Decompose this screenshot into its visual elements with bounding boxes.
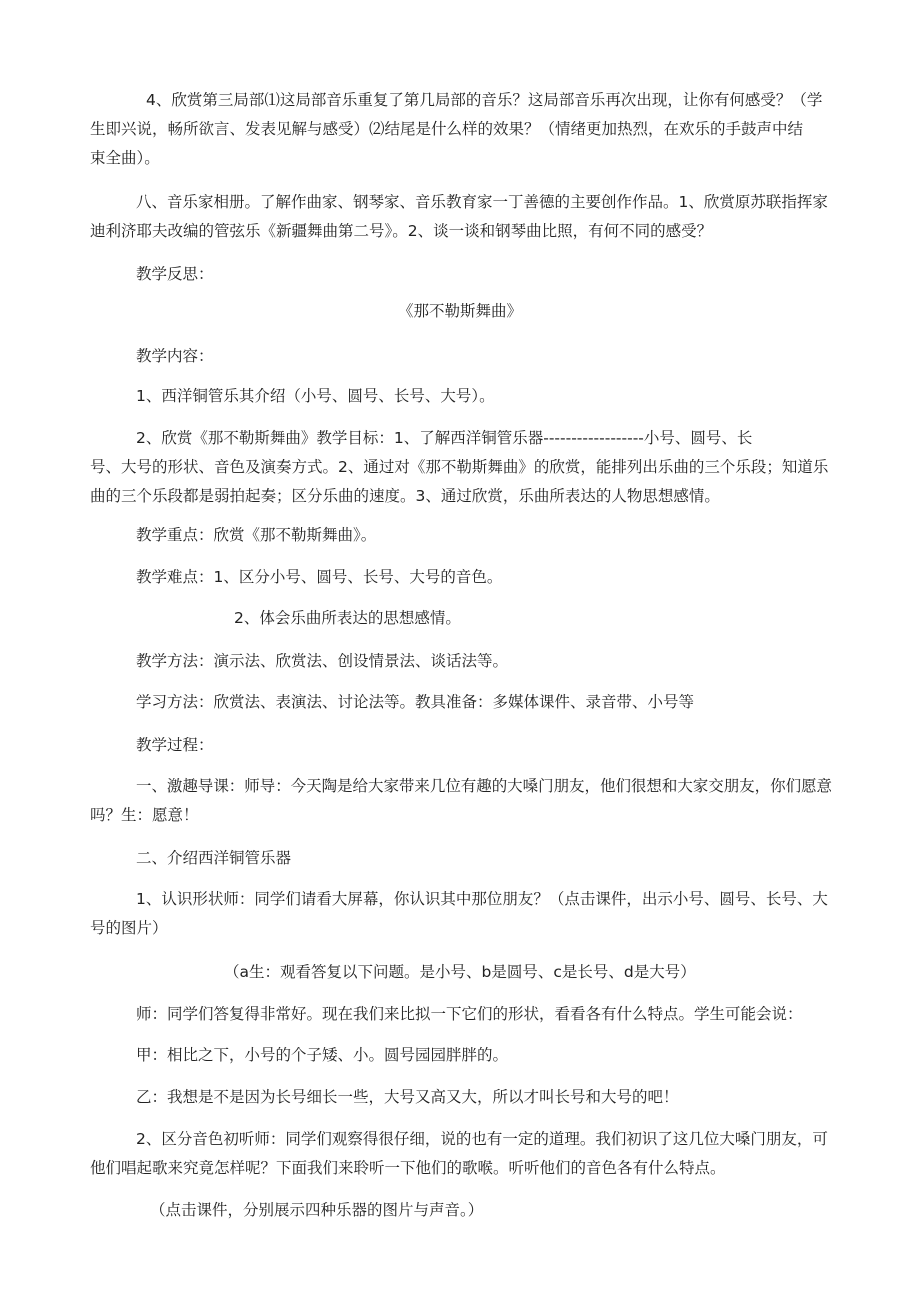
paragraph-brass-intro: [136, 382, 495, 411]
text-line: 束全曲）。: [90, 149, 160, 167]
paragraph-student-a: [136, 1041, 508, 1070]
text-line: 师：同学们答复得非常好。现在我们来比拟一下它们的形状，看看各有什么特点。学生可能会说：: [136, 1005, 803, 1023]
text-line: 2、欣赏《那不勒斯舞曲》教学目标：1、了解西洋铜管乐器------------------小号、圆号、长: [136, 429, 753, 447]
paragraph-learning-methods: [136, 688, 694, 717]
text-line: （a生：观看答复以下问题。是小号、b是圆号、c是长号、d是大号）: [224, 963, 696, 981]
text-line: 甲：相比之下，小号的个子矮、小。圆号园园胖胖的。: [136, 1046, 509, 1064]
text-line: 2、区分音色初听师：同学们观察得很仔细，说的也有一定的道理。我们初识了这几位大嗓门朋友，可: [136, 1130, 828, 1148]
text-line: 曲的三个乐段都是弱拍起奏；区分乐曲的速度。3、通过欣赏，乐曲所表达的人物思想感情。: [90, 487, 720, 505]
text-line: 2、体会乐曲所表达的思想感情。: [234, 609, 461, 627]
text-line: 八、音乐家相册。了解作曲家、钢琴家、音乐教育家一丁善德的主要创作作品。1、欣赏原苏联指挥家: [136, 193, 828, 211]
paragraph-key-points: [136, 521, 376, 550]
text-line: 《那不勒斯舞曲》: [397, 302, 522, 320]
text-line: 教学难点：1、区分小号、圆号、长号、大号的音色。: [136, 568, 503, 586]
text-line: 4、欣赏第三局部⑴这局部音乐重复了第几局部的音乐？这局部音乐再次出现，让你有何感受？（学: [146, 91, 823, 109]
text-line: 1、认识形状师：同学们请看大屏幕，你认识其中那位朋友？（点击课件，出示小号、圆号、长号、大: [136, 890, 828, 908]
heading-teaching-reflection: [136, 260, 214, 289]
text-line: 1、西洋铜管乐其介绍（小号、圆号、长号、大号）。: [136, 387, 495, 405]
text-line: 号的图片）: [90, 919, 168, 937]
text-line: 教学内容：: [136, 347, 214, 365]
paragraph-teaching-methods: [136, 647, 508, 676]
text-line: 教学重点：欣赏《那不勒斯舞曲》。: [136, 526, 377, 544]
paragraph-distinguish-timbre: [90, 1125, 828, 1183]
text-line: 他们唱起歌来究竟怎样呢？下面我们来聆听一下他们的歌喉。听听他们的音色各有什么特点。: [90, 1159, 726, 1177]
text-line: 号、大号的形状、音色及演奏方式。2、通过对《那不勒斯舞曲》的欣赏，能排列出乐曲的三个乐段；知道乐: [90, 458, 829, 476]
text-line: 一、激趣导课：师导：今天陶是给大家带来几位有趣的大嗓门朋友，他们很想和大家交朋友，你们愿意: [136, 777, 832, 795]
paragraph-lead-in: [90, 772, 832, 830]
paragraph-musician-album: [90, 188, 828, 246]
paragraph-teacher-compare: [136, 1000, 803, 1029]
text-line: 乙：我想是不是因为长号细长一些，大号又高又大，所以才叫长号和大号的吧！: [136, 1088, 679, 1106]
heading-teaching-content: [136, 342, 214, 371]
paragraph-difficulty-two: [234, 604, 461, 633]
text-line: 教学反思：: [136, 265, 214, 283]
paragraph-teaching-goals: [90, 424, 828, 511]
paragraph-click-courseware: [150, 1196, 483, 1225]
text-line: 学习方法：欣赏法、表演法、讨论法等。教具准备：多媒体课件、录音带、小号等: [136, 693, 695, 711]
paragraph-recognize-shape: [90, 885, 828, 943]
text-line: 吗？生：愿意！: [90, 806, 199, 824]
heading-brass-instruments: [136, 844, 291, 873]
text-line: 教学方法：演示法、欣赏法、创设情景法、谈话法等。: [136, 652, 509, 670]
text-line: （点击课件，分别展示四种乐器的图片与声音。）: [150, 1201, 484, 1219]
paragraph-student-answers: [224, 958, 696, 987]
text-line: 二、介绍西洋铜管乐器: [136, 849, 292, 867]
paragraph-student-b: [136, 1083, 679, 1112]
paragraph-appreciate-part-three: [90, 86, 822, 173]
text-line: 生即兴说，畅所欲言、发表见解与感受）⑵结尾是什么样的效果？（情绪更加热烈，在欢乐的手鼓声中结: [90, 120, 804, 138]
lesson-title: [0, 297, 920, 326]
text-line: 教学过程：: [136, 736, 214, 754]
text-line: 迪利济耶夫改编的管弦乐《新疆舞曲第二号》。2、谈一谈和钢琴曲比照，有何不同的感受？: [90, 222, 713, 240]
paragraph-difficulties: [136, 563, 502, 592]
heading-teaching-process: [136, 731, 214, 760]
